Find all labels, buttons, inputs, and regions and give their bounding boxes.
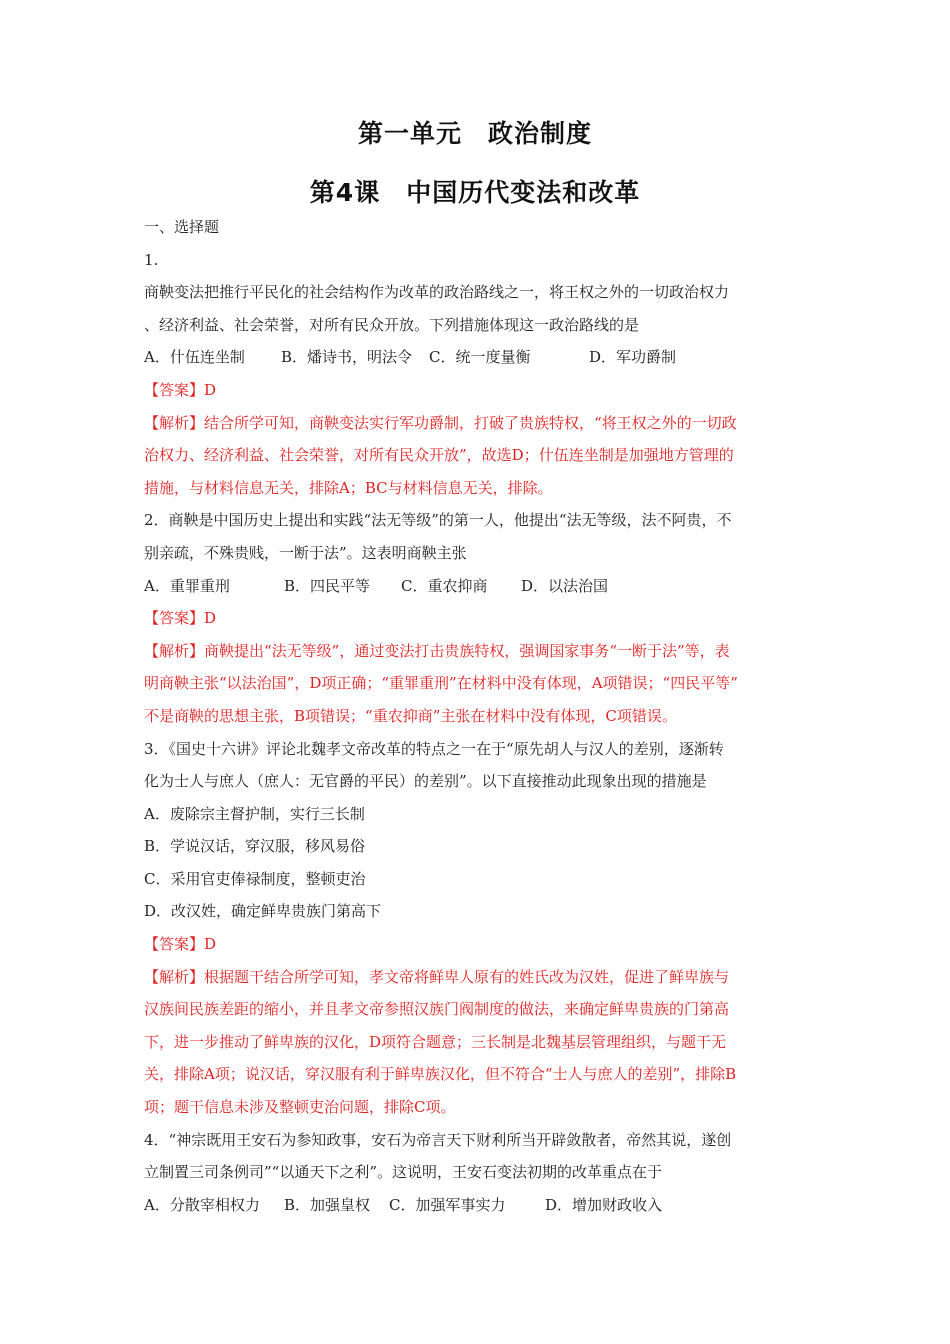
question-options	[144, 341, 809, 374]
section-heading: 一、选择题	[144, 218, 220, 236]
question-stem-line: 2．商鞅是中国历史上提出和实践“法无等级”的第一人，他提出“法无等级，法不阿贵，不	[144, 511, 732, 530]
option-c: C．统一度量衡	[429, 348, 531, 367]
option-c: C．采用官吏俸禄制度，整顿吏治	[144, 869, 366, 888]
analysis-line: 关，排除A项；说汉话，穿汉服有利于鲜卑族汉化，但不符合“士人与庶人的差别”，排除B	[144, 1065, 737, 1084]
question-options	[144, 1189, 809, 1222]
analysis-line: 项；题干信息未涉及整顿吏治问题，排除C项。	[144, 1098, 456, 1117]
question-number: 1.	[144, 250, 159, 269]
analysis-line: 明商鞅主张“以法治国”，D项正确；“重罪重刑”在材料中没有体现，A项错误；“四民平等”	[144, 674, 738, 693]
question-options	[144, 570, 809, 603]
option-a: A．重罪重刑	[144, 576, 230, 595]
analysis-line: 下，进一步推动了鲜卑族的汉化，D项符合题意；三长制是北魏基层管理组织，与题干无	[144, 1032, 727, 1051]
answer-label: 【答案】D	[144, 380, 217, 399]
option-a: A．废除宗主督护制，实行三长制	[144, 804, 365, 823]
question-stem-line: 别亲疏，不殊贵贱，一断于法”。这表明商鞅主张	[144, 543, 467, 562]
option-d: D．改汉姓，确定鲜卑贵族门第高下	[144, 902, 382, 921]
answer-label: 【答案】D	[144, 609, 217, 628]
option-c: C．重农抑商	[401, 576, 488, 595]
option-a: A．什伍连坐制	[144, 348, 245, 367]
analysis-line: 【解析】根据题干结合所学可知，孝文帝将鲜卑人原有的姓氏改为汉姓，促进了鲜卑族与	[144, 967, 730, 986]
option-d: D．增加财政收入	[545, 1195, 663, 1214]
option-b: B．加强皇权	[284, 1195, 371, 1214]
option-d: D．军功爵制	[589, 348, 677, 367]
option-a: A．分散宰相权力	[144, 1195, 260, 1214]
lesson-title: 第4课 中国历代变法和改革	[309, 178, 641, 207]
analysis-line: 【解析】商鞅提出“法无等级”，通过变法打击贵族特权，强调国家事务“一断于法”等，表	[144, 641, 730, 660]
analysis-line: 治权力、经济利益、社会荣誉，对所有民众开放”，故选D；什伍连坐制是加强地方管理的	[144, 446, 734, 465]
question-stem-line: 商鞅变法把推行平民化的社会结构作为改革的政治路线之一，将王权之外的一切政治权力	[144, 283, 730, 302]
option-c: C．加强军事实力	[389, 1195, 506, 1214]
answer-label: 【答案】D	[144, 935, 217, 954]
analysis-line: 措施，与材料信息无关，排除A；BC与材料信息无关，排除。	[144, 478, 553, 497]
question-stem-line: 、经济利益、社会荣誉，对所有民众开放。下列措施体现这一政治路线的是	[144, 315, 640, 334]
question-list	[144, 211, 809, 1221]
question-stem-line: 立制置三司条例司”“以通天下之利”。这说明，王安石变法初期的改革重点在于	[144, 1163, 663, 1182]
unit-title: 第一单元 政治制度	[357, 119, 592, 148]
analysis-line: 不是商鞅的思想主张，B项错误；“重农抑商”主张在材料中没有体现，C项错误。	[144, 706, 677, 725]
analysis-line: 【解析】结合所学可知，商鞅变法实行军功爵制，打破了贵族特权，“将王权之外的一切政	[144, 413, 737, 432]
analysis-line: 汉族间民族差距的缩小，并且孝文帝参照汉族门阀制度的做法，来确定鲜卑贵族的门第高	[144, 1000, 730, 1019]
question-stem-line: 3．《国史十六讲》评论北魏孝文帝改革的特点之一在于“原先胡人与汉人的差别，逐渐转	[144, 739, 724, 758]
option-b: B．燔诗书，明法令	[281, 348, 413, 367]
option-b: B．学说汉话，穿汉服，移风易俗	[144, 837, 366, 856]
option-b: B．四民平等	[284, 576, 371, 595]
question-stem-line: 化为士人与庶人（庶人：无官爵的平民）的差别”。以下直接推动此现象出现的措施是	[144, 772, 707, 791]
option-d: D．以法治国	[521, 576, 609, 595]
question-stem-line: 4．“神宗既用王安石为参知政事，安石为帝言天下财利所当开辟敛散者，帝然其说，遂创	[144, 1130, 732, 1149]
